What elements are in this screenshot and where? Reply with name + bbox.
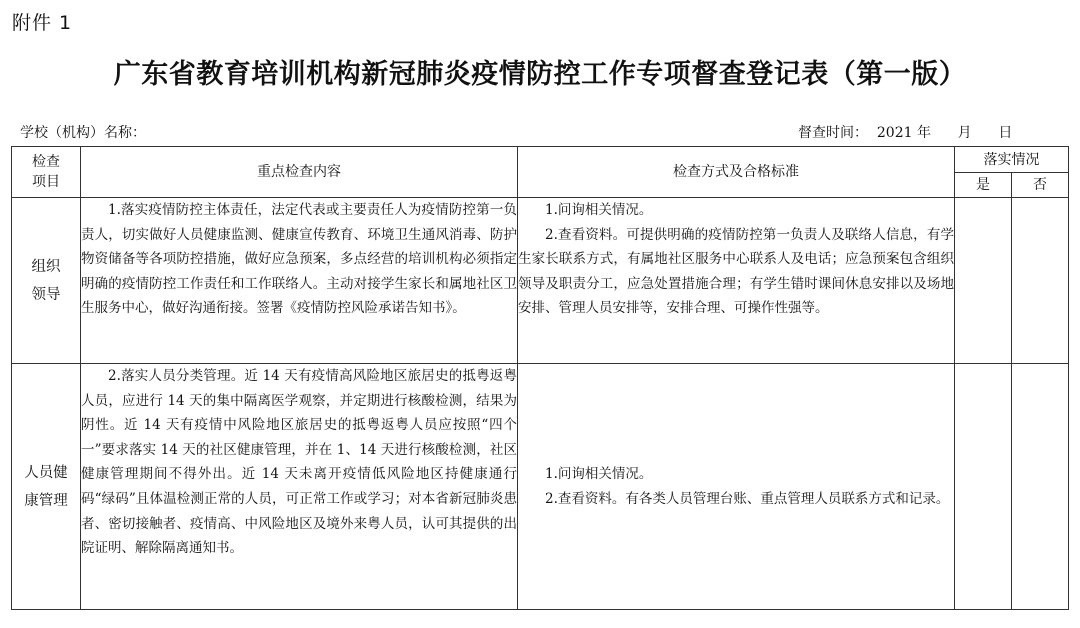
header-content: 重点检查内容 — [81, 147, 518, 198]
row-item-line1: 人员健 — [24, 464, 68, 481]
header-item — [12, 147, 81, 198]
row-method-line: 1.问询相关情况。 — [545, 465, 653, 482]
row-item-line2: 康管理 — [24, 492, 68, 509]
row-no-cell[interactable] — [1012, 198, 1069, 364]
row-method — [518, 364, 955, 610]
row-item-line1: 组织 — [31, 258, 61, 275]
page-title: 广东省教育培训机构新冠肺炎疫情防控工作专项督查登记表（第一版） — [113, 59, 967, 90]
header-yes: 是 — [955, 173, 1012, 198]
row-item — [12, 198, 81, 364]
inspection-table — [11, 146, 1069, 610]
row-yes-cell[interactable] — [955, 364, 1012, 610]
attachment-label: 附件 1 — [12, 12, 73, 34]
row-no-cell[interactable] — [1012, 364, 1069, 610]
row-content-text: 2.落实人员分类管理。近 14 天有疫情高风险地区旅居史的抵粤返粤人员，应进行 14 天的集中隔离医学观察，并定期进行核酸检测，结果为阴性。近 14 天有疫情中风险地区旅居史的抵粤返粤人员应按照“四个一”要求落实 14 天的社区健康管理，并在 1、14 天进行核酸检测，社区健康管理期间不得外出。近 14 天未离开疫情低风险地区持健康通行码“绿码”且体温检测正常的人员，可正常工作或学习；对本省新冠肺炎患者、密切接触者、疫情高、中风险地区及境外来粤人员，认可其提供的出院证明、解除隔离通知书。 — [81, 368, 517, 557]
row-yes-cell[interactable] — [955, 198, 1012, 364]
row-content-text: 1.落实疫情防控主体责任，法定代表或主要责任人为疫情防控第一负责人，切实做好人员健康监测、健康宣传教育、环境卫生通风消毒、防护物资储备等各项防控措施，做好应急预案，多点经营的培训机构必须指定明确的疫情防控工作责任和工作联络人。主动对接学生家长和属地社区卫生服务中心，做好沟通衔接。签署《疫情防控风险承诺告知书》。 — [81, 202, 517, 317]
table-row — [12, 198, 1069, 364]
row-method-line: 2.查看资料。有各类人员管理台账、重点管理人员联系方式和记录。 — [545, 490, 950, 507]
header-no: 否 — [1012, 173, 1069, 198]
header-item-line2: 项目 — [32, 174, 60, 190]
header-status: 落实情况 — [955, 147, 1069, 173]
row-item-line2: 领导 — [31, 286, 61, 303]
row-content — [81, 364, 518, 610]
school-name-label: 学校（机构）名称： — [20, 125, 146, 141]
inspection-date-label: 督查时间： 2021 年 月 日 — [798, 125, 1013, 141]
header-method: 检查方式及合格标准 — [518, 147, 955, 198]
row-content — [81, 198, 518, 364]
header-item-line1: 检查 — [32, 154, 60, 170]
row-method-line: 1.问询相关情况。 — [545, 202, 653, 218]
row-method-line: 2.查看资料。可提供明确的疫情防控第一负责人及联络人信息，有学生家长联系方式，有属地社区服务中心联系人及电话；应急预案包含组织领导及职责分工，应急处置措施合理；有学生错时课间休息安排以及场地安排、管理人员安排等，安排合理、可操作性强等。 — [518, 226, 954, 317]
row-item — [12, 364, 81, 610]
row-method — [518, 198, 955, 364]
table-row — [12, 364, 1069, 610]
